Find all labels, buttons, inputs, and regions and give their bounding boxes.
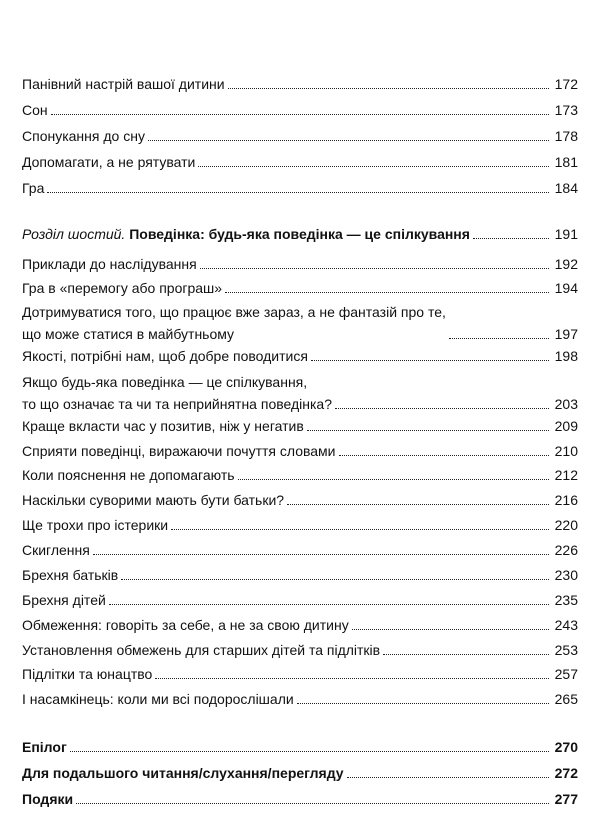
dot-leader [297, 703, 549, 704]
toc-entry-title: Подяки [22, 791, 74, 807]
dot-leader [155, 678, 549, 679]
toc-entry-title-line: що може статися в майбутньому [22, 326, 235, 342]
dot-leader [228, 88, 549, 89]
dot-leader [121, 579, 549, 580]
toc-entry [22, 76, 578, 92]
toc-entry [22, 102, 578, 118]
toc-entry-title: Підлітки та юнацтво [22, 666, 153, 682]
toc-entry-page: 178 [554, 128, 578, 144]
toc-entry [22, 592, 578, 608]
toc-entry-title: Приклади до наслідування [22, 256, 197, 272]
dot-leader [383, 654, 549, 655]
toc-entry-page: 235 [554, 592, 578, 608]
dot-leader [93, 554, 549, 555]
toc-entry [22, 617, 578, 633]
toc-entry-page: 197 [554, 326, 578, 342]
toc-entry-title: Наскільки суворими мають бути батьки? [22, 492, 285, 508]
chapter-title: Поведінка: будь-яка поведінка — це спілкування [129, 226, 470, 242]
toc-entry [22, 517, 578, 533]
toc-entry-title: Епілог [22, 739, 67, 755]
dot-leader [76, 803, 549, 804]
toc-entry-page: 194 [554, 280, 578, 296]
toc-back-matter-entry [22, 791, 578, 807]
dot-leader [352, 629, 549, 630]
dot-leader [171, 529, 549, 530]
toc-entry [22, 180, 578, 196]
toc-entry [22, 418, 578, 434]
dot-leader [200, 268, 549, 269]
toc-entry-page: 230 [554, 567, 578, 583]
toc-entry-title: Допомагати, а не рятувати [22, 154, 196, 170]
toc-entry-page: 243 [554, 617, 578, 633]
dot-leader [51, 114, 549, 115]
dot-leader [287, 504, 549, 505]
toc-entry-page: 265 [554, 691, 578, 707]
toc-entry-page: 173 [554, 102, 578, 118]
toc-entry-title: Спонукання до сну [22, 128, 145, 144]
toc-entry [22, 128, 578, 144]
toc-entry-title: Краще вкласти час у позитив, ніж у негатив [22, 418, 304, 434]
toc-entry [22, 256, 578, 272]
dot-leader [198, 166, 549, 167]
toc-entry-title: І насамкінець: коли ми всі подорослішали [22, 691, 294, 707]
toc-back-matter-entry [22, 765, 578, 781]
toc-entry-title: Якості, потрібні нам, щоб добре поводитися [22, 348, 308, 364]
toc-entry-title: Брехня дітей [22, 592, 106, 608]
toc-entry-page: 220 [554, 517, 578, 533]
toc-entry-title: Панівний настрій вашої дитини [22, 76, 225, 92]
toc-entry-page: 270 [554, 739, 578, 755]
toc-entry-title: Гра [22, 180, 45, 196]
dot-leader [339, 455, 550, 456]
toc-entry-page: 277 [554, 791, 578, 807]
toc-entry-title: Брехня батьків [22, 567, 119, 583]
toc-entry [22, 304, 578, 342]
toc-entry-title: Сприяти поведінці, виражаючи почуття словами [22, 443, 336, 459]
toc-entry-title: Установлення обмежень для старших дітей та підлітків [22, 642, 381, 658]
toc-entry [22, 280, 578, 296]
toc-entry-page: 192 [554, 256, 578, 272]
toc-entry-page: 210 [554, 443, 578, 459]
toc-entry-title-line: Якщо будь-яка поведінка — це спілкування, [22, 374, 308, 390]
dot-leader [307, 430, 549, 431]
toc-entry [22, 492, 578, 508]
chapter-prefix: Розділ шостий. [22, 226, 126, 242]
toc-entry-page: 203 [554, 396, 578, 412]
toc-entry-title: Сон [22, 102, 48, 118]
dot-leader [449, 338, 549, 339]
toc-entry-page: 198 [554, 348, 578, 364]
toc-entry-title-line: то що означає та чи та неприйнятна поведінка? [22, 396, 333, 412]
toc-entry [22, 666, 578, 682]
toc-entry-page: 216 [554, 492, 578, 508]
toc-entry-page: 209 [554, 418, 578, 434]
dot-leader [238, 479, 549, 480]
toc-entry [22, 542, 578, 558]
dot-leader [109, 604, 549, 605]
toc-entry-page: 181 [554, 154, 578, 170]
dot-leader [335, 408, 549, 409]
chapter-heading [22, 226, 578, 242]
toc-entry-page: 253 [554, 642, 578, 658]
toc-entry-page: 257 [554, 666, 578, 682]
toc-entry [22, 374, 578, 412]
toc-entry-page: 184 [554, 180, 578, 196]
toc-entry-title-line: Дотримуватися того, що працює вже зараз, а не фантазій про те, [22, 304, 446, 320]
dot-leader [473, 238, 549, 239]
toc-entry-title: Ще трохи про істерики [22, 517, 169, 533]
dot-leader [70, 751, 549, 752]
toc-entry-title: Скиглення [22, 542, 90, 558]
toc-entry [22, 154, 578, 170]
toc-entry [22, 348, 578, 364]
toc-back-matter-entry [22, 739, 578, 755]
toc-entry-title: Коли пояснення не допомагають [22, 467, 235, 483]
dot-leader [311, 360, 549, 361]
dot-leader [225, 292, 549, 293]
toc-entry [22, 467, 578, 483]
toc-entry [22, 443, 578, 459]
dot-leader [347, 777, 549, 778]
toc-entry [22, 642, 578, 658]
toc-entry [22, 567, 578, 583]
toc-entry [22, 691, 578, 707]
toc-entry-page: 212 [554, 467, 578, 483]
chapter-page: 191 [554, 226, 578, 242]
toc-entry-title: Обмеження: говоріть за себе, а не за свою дитину [22, 617, 349, 633]
toc-entry-title: Для подальшого читання/слухання/перегляду [22, 765, 344, 781]
dot-leader [148, 140, 549, 141]
toc-entry-title: Гра в «перемогу або програш» [22, 280, 223, 296]
toc-entry-page: 226 [554, 542, 578, 558]
dot-leader [47, 192, 549, 193]
toc-entry-page: 272 [554, 765, 578, 781]
toc-entry-page: 172 [554, 76, 578, 92]
